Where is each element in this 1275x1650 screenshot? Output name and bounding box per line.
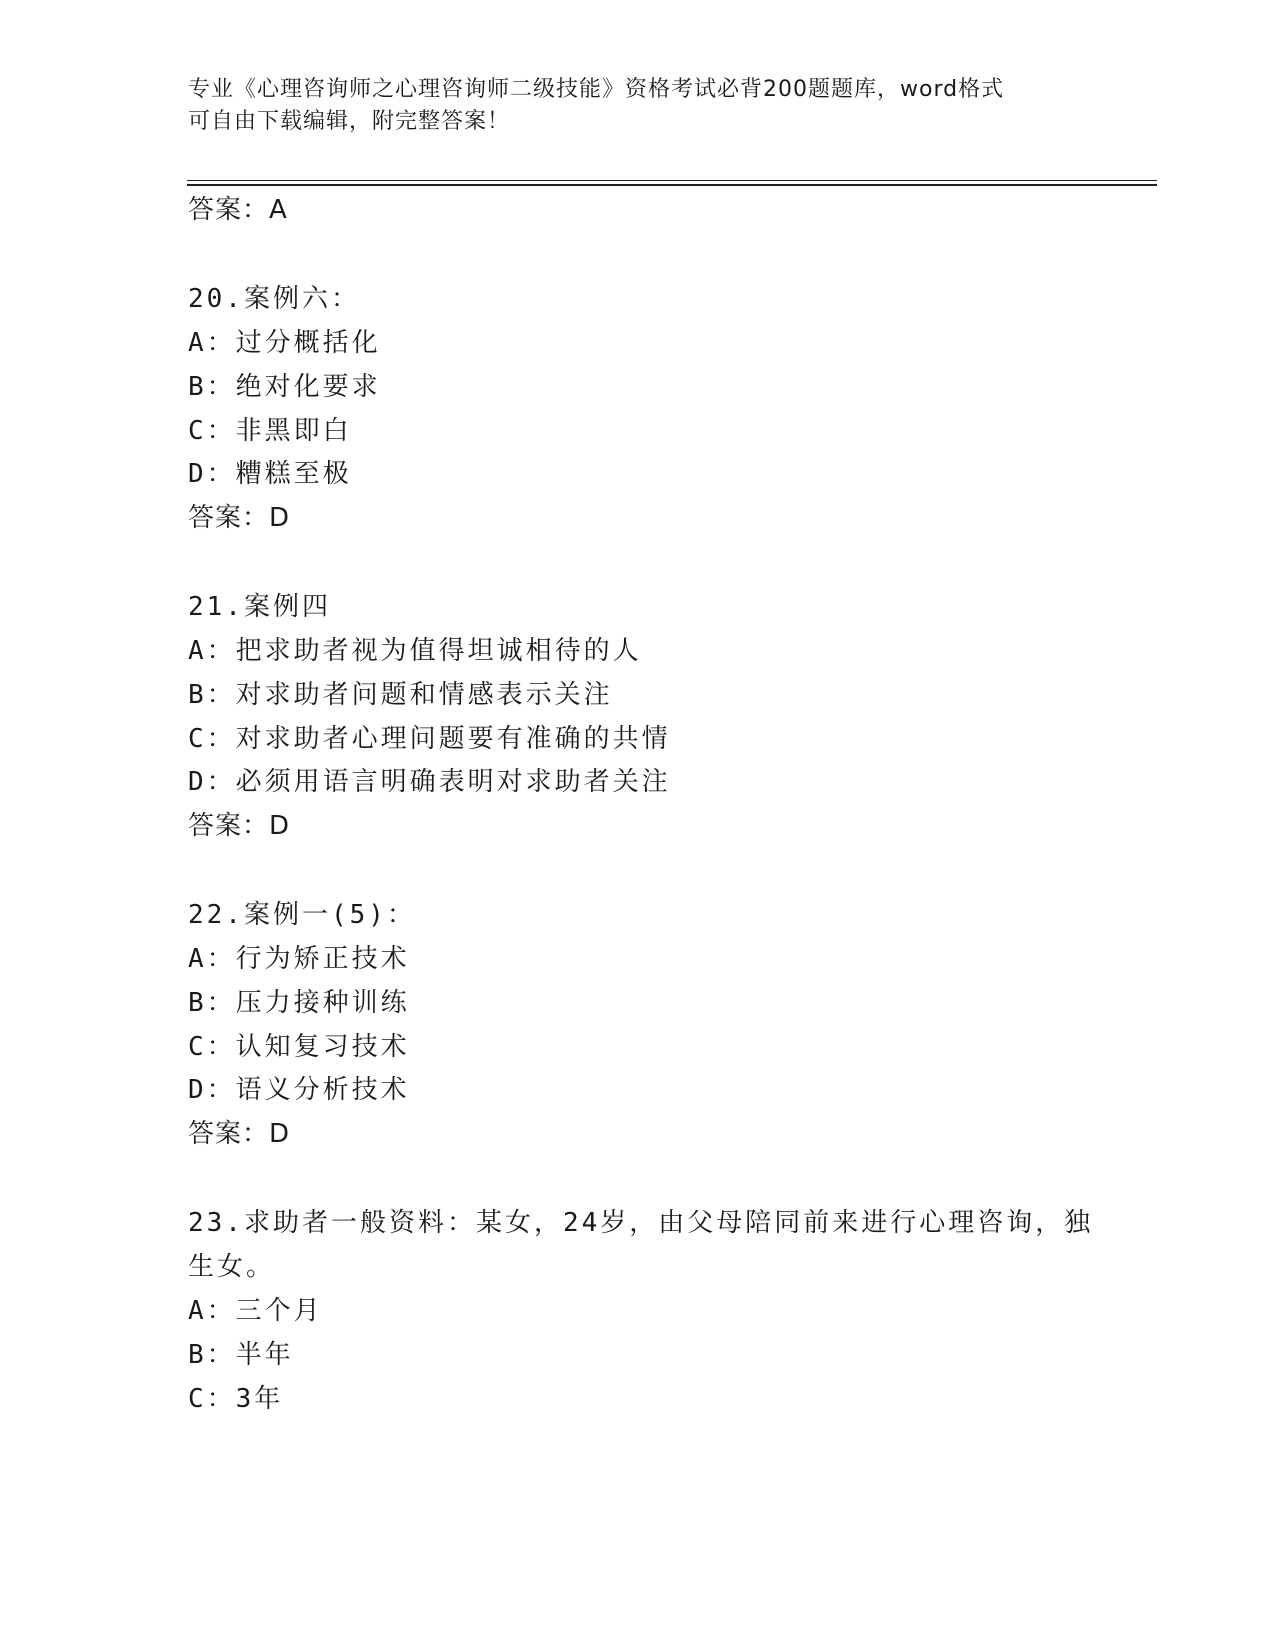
answer-19: 答案：A	[188, 195, 288, 225]
question-22-option-c: C：认知复习技术	[188, 1032, 410, 1062]
question-20-option-c: C：非黑即白	[188, 416, 352, 446]
question-20-option-d: D：糟糕至极	[188, 459, 352, 489]
answer-22: 答案：D	[188, 1119, 291, 1149]
question-23-option-c: C：3年	[188, 1384, 284, 1414]
question-23-stem-line-2: 生女。	[188, 1252, 276, 1282]
question-23-option-a: A：三个月	[188, 1296, 323, 1326]
answer-21: 答案：D	[188, 811, 291, 841]
question-21-option-d: D：必须用语言明确表明对求助者关注	[188, 767, 671, 797]
question-21-option-a: A：把求助者视为值得坦诚相待的人	[188, 636, 642, 666]
question-21-option-b: B：对求助者问题和情感表示关注	[188, 680, 613, 710]
header-divider-thick	[187, 184, 1157, 186]
question-20-option-b: B：绝对化要求	[188, 372, 381, 402]
question-22-option-a: A：行为矫正技术	[188, 944, 410, 974]
question-20-option-a: A：过分概括化	[188, 328, 381, 358]
question-22-option-b: B：压力接种训练	[188, 988, 410, 1018]
header-divider-thin	[187, 180, 1157, 181]
document-header	[188, 74, 1088, 138]
question-21-stem: 21.案例四	[188, 592, 331, 622]
question-23-stem-line-1: 23.求助者一般资料：某女，24岁，由父母陪同前来进行心理咨询，独	[188, 1208, 1094, 1238]
answer-20: 答案：D	[188, 503, 291, 533]
question-23-option-b: B：半年	[188, 1340, 294, 1370]
header-line-1: 专业《心理咨询师之心理咨询师二级技能》资格考试必背200题题库，word格式	[188, 77, 1005, 102]
question-22-stem: 22.案例一(5)：	[188, 900, 416, 930]
question-20-stem: 20.案例六：	[188, 284, 360, 314]
header-line-2: 可自由下载编辑，附完整答案！	[188, 109, 511, 134]
question-21-option-c: C：对求助者心理问题要有准确的共情	[188, 724, 671, 754]
question-22-option-d: D：语义分析技术	[188, 1075, 410, 1105]
